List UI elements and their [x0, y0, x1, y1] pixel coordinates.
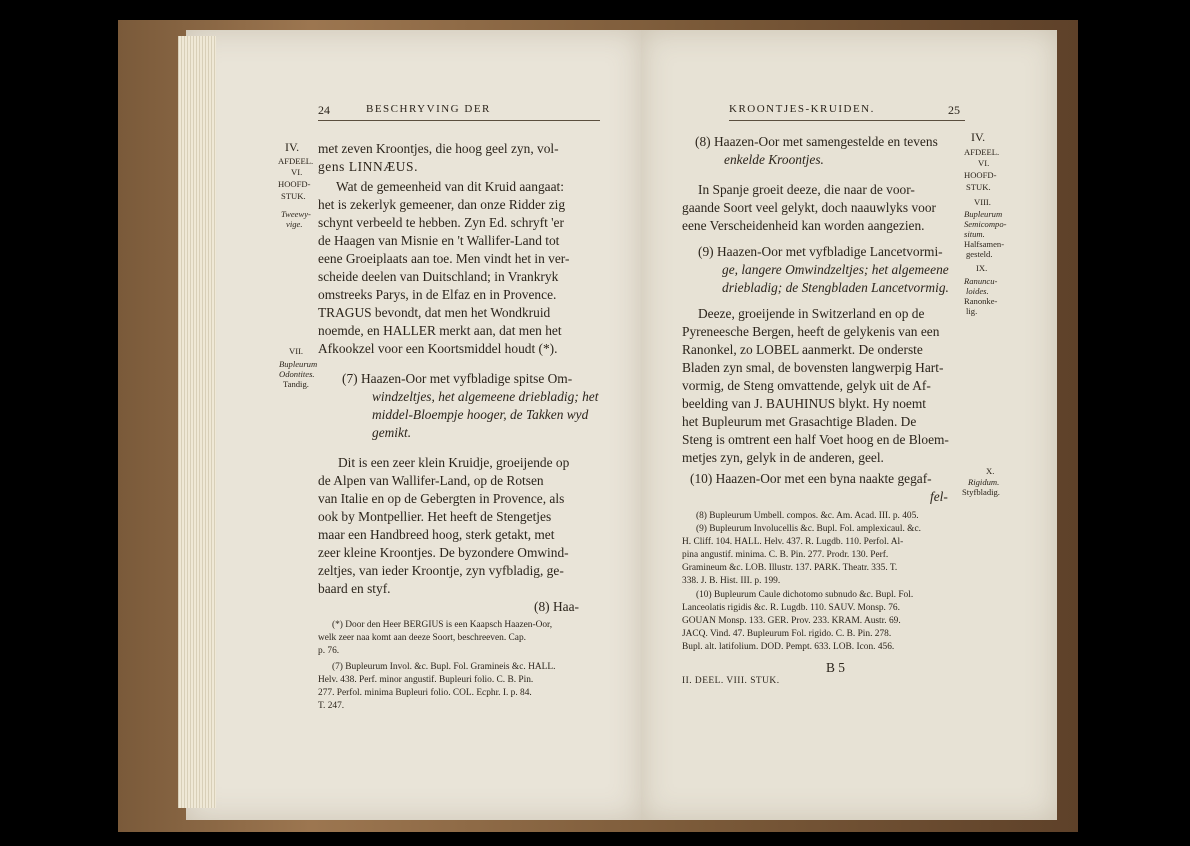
side-note: Ranuncu-: [964, 276, 998, 286]
text-line: gaande Soort veel gelykt, doch naauwlyks voor: [682, 200, 936, 215]
head-rule-left: [318, 120, 600, 121]
side-note: Tweewy-: [281, 209, 311, 219]
side-note: situm.: [964, 229, 985, 239]
text-line: maar een Handbreed hoog, sterk getakt, met: [318, 527, 555, 542]
text-line: ge, langere Omwindzeltjes; het algemeene: [722, 262, 949, 277]
side-note: Rigidum.: [968, 477, 1000, 487]
text-line: de Alpen van Wallifer-Land, op de Rotsen: [318, 473, 544, 488]
side-note: AFDEEL.: [964, 147, 1000, 157]
side-note: vige.: [286, 219, 303, 229]
side-note: IX.: [976, 263, 988, 273]
footnote-line: (10) Bupleurum Caule dichotomo subnudo &c. Bupl. Fol.: [696, 590, 914, 600]
text-line: de Haagen van Misnie en 't Wallifer-Land tot: [318, 233, 560, 248]
running-head-right: KROONTJES-KRUIDEN.: [729, 103, 875, 115]
text-line: middel-Bloempje hooger, de Takken wyd: [372, 407, 589, 422]
footnote-line: (7) Bupleurum Invol. &c. Bupl. Fol. Gramineis &c. HALL.: [332, 662, 556, 672]
text-line: (9) Haazen-Oor met vyfbladige Lancetvormi-: [698, 244, 943, 259]
text-line: windzeltjes, het algemeene driebladig; het: [372, 389, 599, 404]
footnote-line: (9) Bupleurum Involucellis &c. Bupl. Fol. amplexicaul. &c.: [696, 524, 921, 534]
text-line: het is zekerlyk gemeener, dan onze Ridder zig: [318, 197, 566, 212]
side-note: VI.: [291, 167, 303, 177]
running-head-left: BESCHRYVING DER: [366, 103, 491, 115]
text-line: Bladen zyn smal, de bovensten langwerpig Hart-: [682, 360, 944, 375]
side-note: loides.: [966, 286, 989, 296]
side-note: Odontites.: [279, 369, 315, 379]
text-line: Wat de gemeenheid van dit Kruid aangaat:: [336, 179, 564, 194]
side-note: gesteld.: [966, 249, 993, 259]
text-line: scheide deelen van Duitschland; in Vrankryk: [318, 269, 559, 284]
text-line: (7) Haazen-Oor met vyfbladige spitse Om-: [342, 371, 573, 386]
text-line: zeltjes, van ieder Kroontje, zyn vyfbladig, ge-: [318, 563, 564, 578]
side-note: lig.: [966, 306, 978, 316]
page-edges: [178, 36, 216, 808]
side-note: STUK.: [281, 191, 306, 201]
footnote-line: T. 247.: [318, 701, 345, 711]
text-line: omstreeks Parys, in de Elfaz en in Provence.: [318, 287, 557, 302]
text-line: Pyreneesche Bergen, heeft de gelykenis van een: [682, 324, 940, 339]
text-line: noemde, en HALLER merkt aan, dat men het: [318, 323, 562, 338]
text-line: Deeze, groeijende in Switzerland en op de: [698, 306, 925, 321]
footnote-line: GOUAN Monsp. 133. GER. Prov. 233. KRAM. Austr. 69.: [682, 616, 901, 626]
side-note: HOOFD-: [278, 179, 311, 189]
footnote-line: Bupl. alt. latifolium. DOD. Pempt. 633. LOB. Icon. 456.: [682, 642, 895, 652]
text-line: eene Groeiplaats aan toe. Men vindt het in ver-: [318, 251, 570, 266]
catchword-left: (8) Haa-: [534, 599, 579, 614]
head-rule-right: [729, 120, 965, 121]
side-note: VIII.: [974, 197, 991, 207]
side-note: Tandig.: [283, 379, 309, 389]
side-note: VI.: [978, 158, 990, 168]
text-line: baard en styf.: [318, 581, 391, 596]
text-line: (10) Haazen-Oor met een byna naakte gegaf-: [690, 471, 932, 486]
footnote-line: p. 76.: [318, 646, 340, 656]
side-note: Styfbladig.: [962, 487, 1000, 497]
text-line: het Bupleurum met Grasachtige Bladen. De: [682, 414, 917, 429]
text-line: van Italie en op de Gebergten in Provence, als: [318, 491, 565, 506]
footnote-line: Lanceolatis rigidis &c. R. Lugdb. 110. SAUV. Monsp. 76.: [682, 603, 900, 613]
side-note: Halfsamen-: [964, 239, 1005, 249]
side-note: Bupleurum: [964, 209, 1003, 219]
text-line: met zeven Kroontjes, die hoog geel zyn, vol-: [318, 141, 559, 156]
text-line: metjes zyn, gelyk in de anderen, geel.: [682, 450, 884, 465]
footnote-line: Gramineum &c. LOB. Illustr. 137. PARK. Theatr. 335. T.: [682, 563, 898, 573]
footnote-line: (8) Bupleurum Umbell. compos. &c. Am. Acad. III. p. 405.: [696, 511, 919, 521]
text-line: vormig, de Steng omvattende, gelyk uit de Af-: [682, 378, 931, 393]
text-line: Dit is een zeer klein Kruidje, groeijende op: [338, 455, 570, 470]
text-line: Ranonkel, zo LOBEL aanmerkt. De onderste: [682, 342, 923, 357]
page-number-right: 25: [948, 103, 960, 117]
text-line: schynt verbeeld te hebben. Zyn Ed. schryft 'er: [318, 215, 564, 230]
footnote-line: (*) Door den Heer BERGIUS is een Kaapsch Haazen-Oor,: [332, 620, 553, 630]
text-line: Afkookzel voor een Koortsmiddel houdt (*).: [318, 341, 558, 356]
side-note: STUK.: [966, 182, 991, 192]
text-line: driebladig; de Stengbladen Lancetvormig.: [722, 280, 949, 295]
side-note: Semicompo-: [964, 219, 1007, 229]
text-line: TRAGUS bevondt, dat men het Wondkruid: [318, 305, 551, 320]
signature-mark: B 5: [826, 660, 845, 675]
text-line: enkelde Kroontjes.: [724, 152, 824, 167]
footnote-line: Helv. 438. Perf. minor angustif. Bupleuri folio. C. B. Pin.: [318, 675, 534, 685]
text-line: Steng is omtrent een half Voet hoog en de Bloem-: [682, 432, 949, 447]
text-line: fel-: [930, 489, 948, 504]
side-note: HOOFD-: [964, 170, 997, 180]
text-line: ook by Montpellier. Het heeft de Stengetjes: [318, 509, 552, 524]
side-note: IV.: [971, 130, 986, 144]
footnote-line: 277. Perfol. minima Bupleuri folio. COL. Ecphr. I. p. 84.: [318, 688, 532, 698]
side-note: VII.: [289, 346, 304, 356]
page-number-left: 24: [318, 103, 330, 117]
text-line: beelding van J. BAUHINUS blykt. Hy noemt: [682, 396, 926, 411]
text-line: gens LINNÆUS.: [318, 159, 419, 174]
footer-line: II. DEEL. VIII. STUK.: [682, 676, 780, 686]
side-note: Ranonke-: [964, 296, 998, 306]
text-line: In Spanje groeit deeze, die naar de voor-: [698, 182, 915, 197]
text-line: gemikt.: [372, 425, 412, 440]
side-note: IV.: [285, 140, 300, 154]
side-note: AFDEEL.: [278, 156, 314, 166]
footnote-line: H. Cliff. 104. HALL. Helv. 437. R. Lugdb. 110. Perfol. Al-: [682, 537, 904, 547]
footnote-line: 338. J. B. Hist. III. p. 199.: [682, 576, 781, 586]
text-line: (8) Haazen-Oor met samengestelde en tevens: [695, 134, 938, 149]
side-note: X.: [986, 466, 995, 476]
footnote-line: JACQ. Vind. 47. Bupleurum Fol. rigido. C. B. Pin. 278.: [682, 629, 892, 639]
text-line: zeer kleine Kroontjes. De byzondere Omwind-: [318, 545, 569, 560]
footnote-line: welk zeer naa komt aan deeze Soort, beschreeven. Cap.: [318, 633, 526, 643]
text-line: eene Verscheidenheid kan worden aangezien.: [682, 218, 925, 233]
footnote-line: pina angustif. minima. C. B. Pin. 277. Prodr. 130. Perf.: [682, 550, 889, 560]
side-note: Bupleurum: [279, 359, 318, 369]
